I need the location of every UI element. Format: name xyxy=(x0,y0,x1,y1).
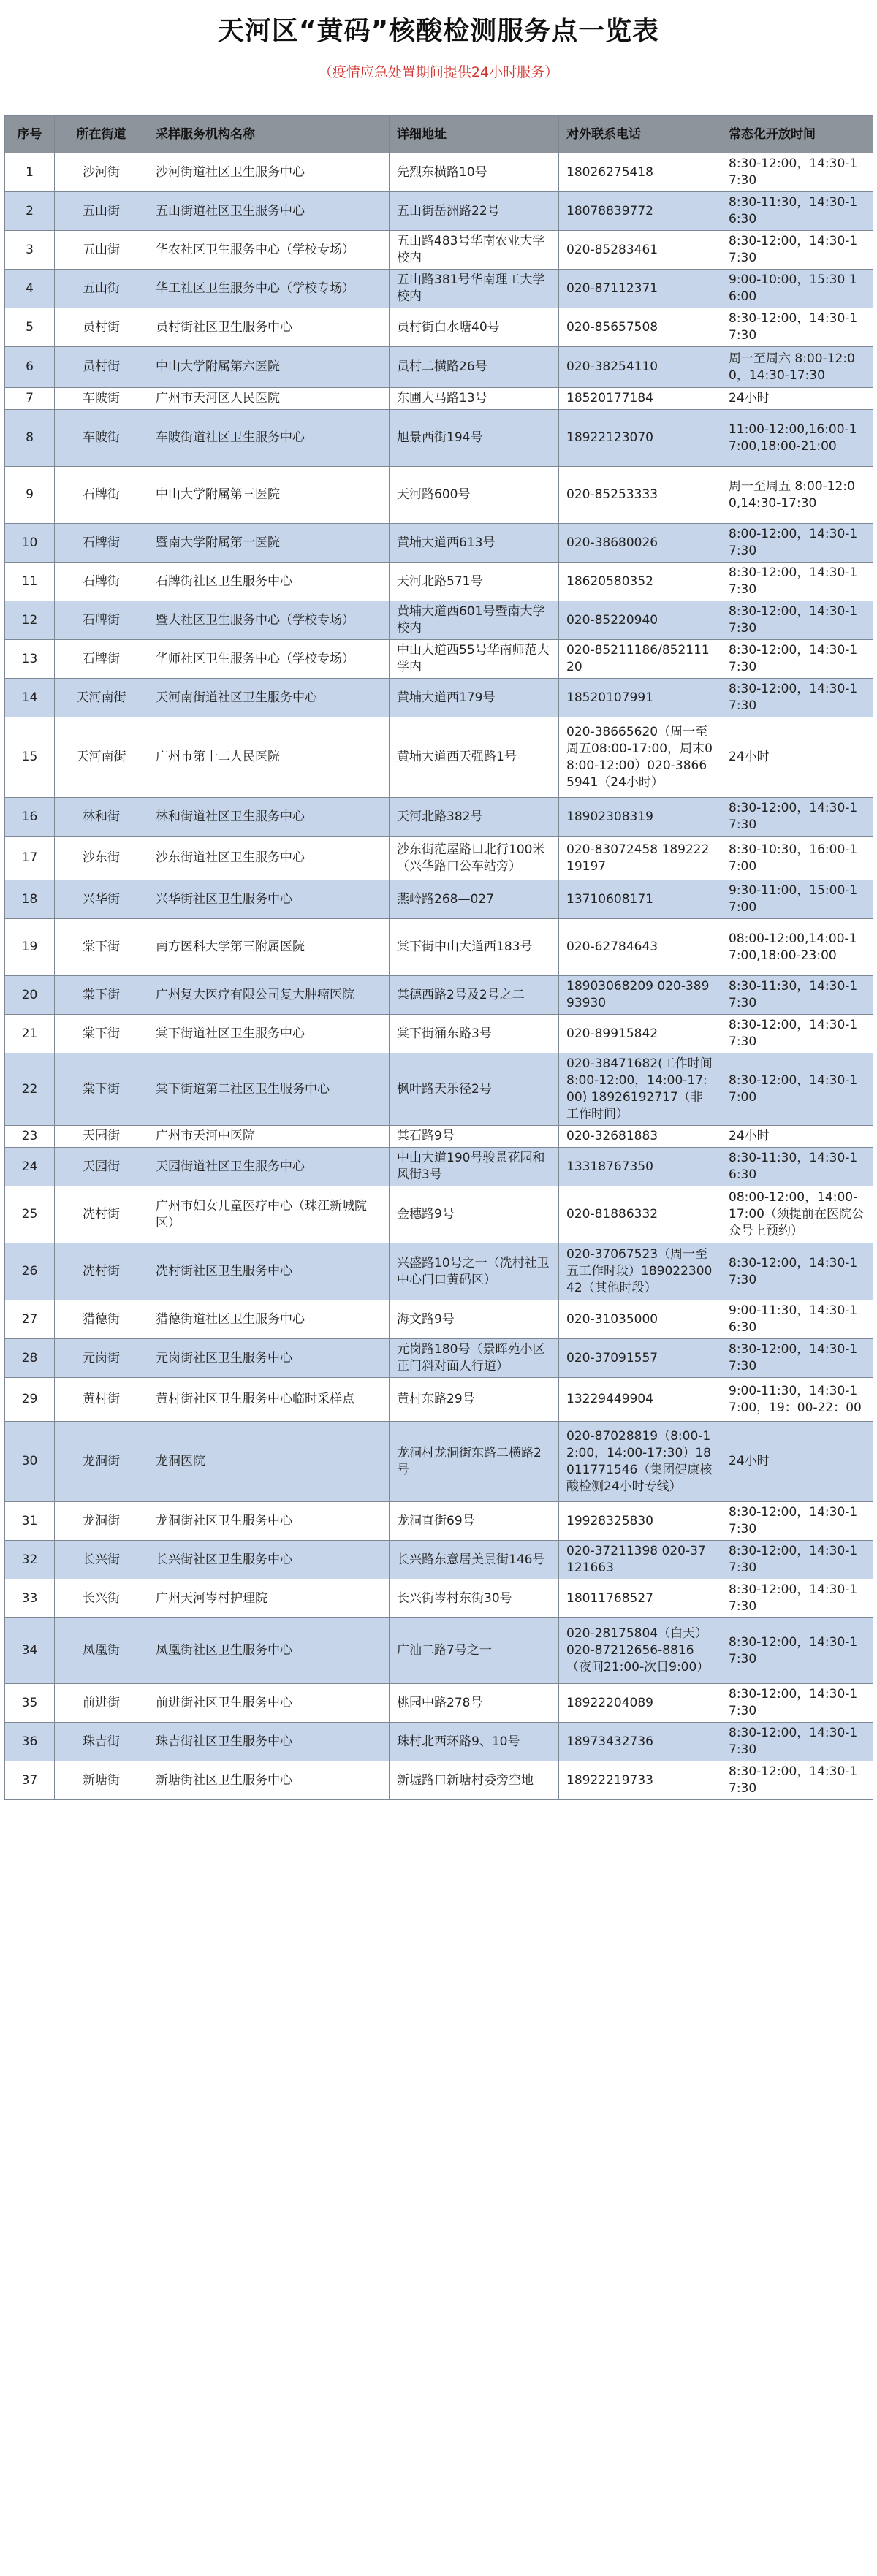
cell-org: 石牌街社区卫生服务中心 xyxy=(148,563,390,601)
cell-street: 林和街 xyxy=(55,798,148,837)
cell-hours: 9:00-11:30，14:30-16:30 xyxy=(721,1300,873,1339)
table-row xyxy=(5,153,873,192)
cell-street: 冼村街 xyxy=(55,1186,148,1243)
cell-address: 珠村北西环路9、10号 xyxy=(390,1723,559,1761)
cell-address: 枫叶路天乐径2号 xyxy=(390,1053,559,1126)
cell-address: 沙东街范屋路口北行100米（兴华路口公车站旁） xyxy=(390,837,559,880)
cell-street: 石牌街 xyxy=(55,524,148,563)
cell-address: 龙洞直街69号 xyxy=(390,1502,559,1541)
table-row xyxy=(5,192,873,231)
cell-no: 6 xyxy=(5,347,55,388)
cell-org: 华农社区卫生服务中心（学校专场） xyxy=(148,231,390,270)
cell-street: 棠下街 xyxy=(55,919,148,976)
cell-no: 15 xyxy=(5,717,55,798)
cell-phone: 020-87112371 xyxy=(559,270,721,308)
cell-street: 凤凰街 xyxy=(55,1618,148,1684)
cell-org: 元岗街社区卫生服务中心 xyxy=(148,1339,390,1378)
cell-phone: 13710608171 xyxy=(559,880,721,919)
cell-address: 棠德西路2号及2号之二 xyxy=(390,976,559,1015)
cell-hours: 周一至周五 8:00-12:00,14:30-17:30 xyxy=(721,467,873,524)
cell-street: 棠下街 xyxy=(55,1015,148,1053)
cell-street: 沙河街 xyxy=(55,153,148,192)
cell-phone: 020-38680026 xyxy=(559,524,721,563)
table-body xyxy=(5,153,873,1800)
table-row xyxy=(5,1243,873,1300)
table-row xyxy=(5,1378,873,1422)
table-row xyxy=(5,837,873,880)
cell-no: 8 xyxy=(5,410,55,467)
table-row xyxy=(5,1300,873,1339)
table-row xyxy=(5,601,873,640)
header-hours: 常态化开放时间 xyxy=(721,116,873,153)
cell-hours: 8:30-12:00，14:30-17:30 xyxy=(721,1618,873,1684)
cell-no: 1 xyxy=(5,153,55,192)
table-row xyxy=(5,1339,873,1378)
table-row xyxy=(5,919,873,976)
table-row xyxy=(5,679,873,717)
cell-address: 五山路483号华南农业大学校内 xyxy=(390,231,559,270)
cell-hours: 8:30-12:00，14:30-17:30 xyxy=(721,1339,873,1378)
cell-no: 22 xyxy=(5,1053,55,1126)
cell-no: 19 xyxy=(5,919,55,976)
cell-hours: 8:30-12:00，14:30-17:30 xyxy=(721,1502,873,1541)
table-row xyxy=(5,640,873,679)
cell-no: 31 xyxy=(5,1502,55,1541)
cell-org: 天河南街道社区卫生服务中心 xyxy=(148,679,390,717)
cell-phone: 18520177184 xyxy=(559,388,721,410)
table-row xyxy=(5,976,873,1015)
cell-hours: 8:30-12:00，14:30-17:30 xyxy=(721,1723,873,1761)
cell-address: 黄村东路29号 xyxy=(390,1378,559,1422)
table-row xyxy=(5,308,873,347)
header-no: 序号 xyxy=(5,116,55,153)
cell-phone: 020-37067523（周一至五工作时段）18902230042（其他时段） xyxy=(559,1243,721,1300)
cell-no: 16 xyxy=(5,798,55,837)
table-row xyxy=(5,798,873,837)
page-title: 天河区“黄码”核酸检测服务点一览表 xyxy=(217,16,660,46)
cell-phone: 020-28175804（白天）020-87212656-8816（夜间21:00-次日9:00） xyxy=(559,1618,721,1684)
cell-hours: 9:30-11:00，15:00-17:00 xyxy=(721,880,873,919)
cell-hours: 24小时 xyxy=(721,1126,873,1148)
cell-org: 中山大学附属第六医院 xyxy=(148,347,390,388)
cell-org: 广州天河岑村护理院 xyxy=(148,1579,390,1618)
cell-street: 天河南街 xyxy=(55,679,148,717)
cell-address: 中山大道190号骏景花园和风街3号 xyxy=(390,1148,559,1186)
header-address: 详细地址 xyxy=(390,116,559,153)
cell-address: 先烈东横路10号 xyxy=(390,153,559,192)
cell-address: 员村街白水塘40号 xyxy=(390,308,559,347)
cell-street: 石牌街 xyxy=(55,467,148,524)
cell-no: 23 xyxy=(5,1126,55,1148)
header-phone: 对外联系电话 xyxy=(559,116,721,153)
cell-phone: 18922219733 xyxy=(559,1761,721,1800)
cell-hours: 24小时 xyxy=(721,717,873,798)
cell-hours: 8:30-12:00，14:30-17:00 xyxy=(721,1053,873,1126)
table-row xyxy=(5,717,873,798)
cell-no: 29 xyxy=(5,1378,55,1422)
cell-address: 天河北路382号 xyxy=(390,798,559,837)
cell-address: 燕岭路268—027 xyxy=(390,880,559,919)
cell-org: 车陂街道社区卫生服务中心 xyxy=(148,410,390,467)
cell-address: 棠石路9号 xyxy=(390,1126,559,1148)
cell-org: 南方医科大学第三附属医院 xyxy=(148,919,390,976)
table-row xyxy=(5,1053,873,1126)
cell-address: 金穗路9号 xyxy=(390,1186,559,1243)
cell-hours: 8:30-12:00，14:30-17:30 xyxy=(721,1015,873,1053)
cell-org: 五山街道社区卫生服务中心 xyxy=(148,192,390,231)
cell-street: 员村街 xyxy=(55,347,148,388)
cell-no: 25 xyxy=(5,1186,55,1243)
cell-hours: 8:30-12:00，14:30-17:30 xyxy=(721,640,873,679)
table-row xyxy=(5,1502,873,1541)
cell-address: 兴盛路10号之一（冼村社卫中心门口黄码区） xyxy=(390,1243,559,1300)
table-row xyxy=(5,1579,873,1618)
cell-hours: 8:30-12:00，14:30-17:30 xyxy=(721,308,873,347)
table-row xyxy=(5,1148,873,1186)
cell-no: 28 xyxy=(5,1339,55,1378)
cell-hours: 24小时 xyxy=(721,1422,873,1502)
cell-address: 长兴路东意居美景街146号 xyxy=(390,1541,559,1579)
cell-street: 天园街 xyxy=(55,1148,148,1186)
cell-hours: 8:30-11:30，14:30-16:30 xyxy=(721,1148,873,1186)
cell-org: 沙东街道社区卫生服务中心 xyxy=(148,837,390,880)
cell-no: 27 xyxy=(5,1300,55,1339)
cell-org: 黄村街社区卫生服务中心临时采样点 xyxy=(148,1378,390,1422)
cell-org: 员村街社区卫生服务中心 xyxy=(148,308,390,347)
cell-no: 17 xyxy=(5,837,55,880)
table-row xyxy=(5,388,873,410)
cell-no: 32 xyxy=(5,1541,55,1579)
cell-org: 长兴街社区卫生服务中心 xyxy=(148,1541,390,1579)
cell-hours: 8:30-12:00，14:30-17:30 xyxy=(721,1541,873,1579)
cell-phone: 020-38471682(工作时间8:00-12:00，14:00-17:00) 18926192717（非工作时间） xyxy=(559,1053,721,1126)
cell-phone: 18922123070 xyxy=(559,410,721,467)
cell-street: 石牌街 xyxy=(55,563,148,601)
cell-phone: 020-85253333 xyxy=(559,467,721,524)
cell-street: 车陂街 xyxy=(55,388,148,410)
cell-phone: 18902308319 xyxy=(559,798,721,837)
table-row xyxy=(5,1541,873,1579)
cell-no: 35 xyxy=(5,1684,55,1723)
cell-address: 桃园中路278号 xyxy=(390,1684,559,1723)
cell-street: 元岗街 xyxy=(55,1339,148,1378)
table-row xyxy=(5,524,873,563)
table-row xyxy=(5,1422,873,1502)
cell-phone: 020-85283461 xyxy=(559,231,721,270)
cell-org: 冼村街社区卫生服务中心 xyxy=(148,1243,390,1300)
cell-phone: 18011768527 xyxy=(559,1579,721,1618)
cell-phone: 020-81886332 xyxy=(559,1186,721,1243)
cell-org: 前进街社区卫生服务中心 xyxy=(148,1684,390,1723)
cell-phone: 020-32681883 xyxy=(559,1126,721,1148)
cell-phone: 020-37211398 020-37121663 xyxy=(559,1541,721,1579)
cell-street: 车陂街 xyxy=(55,410,148,467)
cell-no: 30 xyxy=(5,1422,55,1502)
table-row xyxy=(5,347,873,388)
table-row xyxy=(5,270,873,308)
cell-no: 7 xyxy=(5,388,55,410)
table-row xyxy=(5,1126,873,1148)
cell-street: 兴华街 xyxy=(55,880,148,919)
cell-hours: 8:30-12:00，14:30-17:30 xyxy=(721,679,873,717)
cell-address: 五山路381号华南理工大学校内 xyxy=(390,270,559,308)
cell-hours: 8:30-12:00，14:30-17:30 xyxy=(721,1243,873,1300)
cell-phone: 18903068209 020-38993930 xyxy=(559,976,721,1015)
cell-no: 10 xyxy=(5,524,55,563)
cell-street: 长兴街 xyxy=(55,1579,148,1618)
cell-address: 长兴街岑村东街30号 xyxy=(390,1579,559,1618)
cell-phone: 020-83072458 18922219197 xyxy=(559,837,721,880)
cell-phone: 18973432736 xyxy=(559,1723,721,1761)
cell-address: 黄埔大道西179号 xyxy=(390,679,559,717)
cell-street: 龙洞街 xyxy=(55,1502,148,1541)
table-row xyxy=(5,1015,873,1053)
cell-hours: 8:30-12:00，14:30-17:30 xyxy=(721,798,873,837)
service-points-table xyxy=(4,115,873,1800)
cell-address: 龙洞村龙洞街东路二横路2号 xyxy=(390,1422,559,1502)
cell-hours: 8:30-12:00，14:30-17:30 xyxy=(721,1579,873,1618)
cell-hours: 8:30-12:00，14:30-17:30 xyxy=(721,1684,873,1723)
cell-no: 36 xyxy=(5,1723,55,1761)
cell-org: 珠吉街社区卫生服务中心 xyxy=(148,1723,390,1761)
cell-phone: 19928325830 xyxy=(559,1502,721,1541)
cell-street: 棠下街 xyxy=(55,976,148,1015)
cell-address: 旭景西街194号 xyxy=(390,410,559,467)
cell-org: 广州市第十二人民医院 xyxy=(148,717,390,798)
cell-phone: 020-37091557 xyxy=(559,1339,721,1378)
cell-org: 兴华街社区卫生服务中心 xyxy=(148,880,390,919)
cell-no: 2 xyxy=(5,192,55,231)
cell-phone: 18922204089 xyxy=(559,1684,721,1723)
cell-address: 新墟路口新塘村委旁空地 xyxy=(390,1761,559,1800)
cell-hours: 8:30-12:00，14:30-17:30 xyxy=(721,231,873,270)
cell-no: 3 xyxy=(5,231,55,270)
table-row xyxy=(5,1186,873,1243)
header-org: 采样服务机构名称 xyxy=(148,116,390,153)
cell-no: 34 xyxy=(5,1618,55,1684)
cell-no: 37 xyxy=(5,1761,55,1800)
cell-hours: 9:00-10:00，15:30 16:00 xyxy=(721,270,873,308)
cell-street: 员村街 xyxy=(55,308,148,347)
cell-address: 五山街岳洲路22号 xyxy=(390,192,559,231)
cell-hours: 8:00-12:00，14:30-17:30 xyxy=(721,524,873,563)
cell-address: 员村二横路26号 xyxy=(390,347,559,388)
cell-no: 14 xyxy=(5,679,55,717)
cell-address: 黄埔大道西天强路1号 xyxy=(390,717,559,798)
cell-street: 长兴街 xyxy=(55,1541,148,1579)
cell-phone: 18026275418 xyxy=(559,153,721,192)
cell-street: 前进街 xyxy=(55,1684,148,1723)
table-row xyxy=(5,410,873,467)
cell-phone: 020-87028819（8:00-12:00，14:00-17:30）18011771546（集团健康核酸检测24小时专线） xyxy=(559,1422,721,1502)
cell-org: 广州市天河区人民医院 xyxy=(148,388,390,410)
cell-street: 五山街 xyxy=(55,231,148,270)
cell-no: 24 xyxy=(5,1148,55,1186)
cell-phone: 020-85211186/85211120 xyxy=(559,640,721,679)
cell-org: 广州市天河中医院 xyxy=(148,1126,390,1148)
cell-street: 猎德街 xyxy=(55,1300,148,1339)
cell-hours: 周一至周六 8:00-12:00，14:30-17:30 xyxy=(721,347,873,388)
cell-hours: 8:30-10:30，16:00-17:00 xyxy=(721,837,873,880)
cell-phone: 020-38254110 xyxy=(559,347,721,388)
cell-phone: 18078839772 xyxy=(559,192,721,231)
cell-address: 中山大道西55号华南师范大学内 xyxy=(390,640,559,679)
cell-street: 沙东街 xyxy=(55,837,148,880)
cell-phone: 18520107991 xyxy=(559,679,721,717)
cell-hours: 08:00-12:00，14:00-17:00（须提前在医院公众号上预约） xyxy=(721,1186,873,1243)
cell-phone: 020-89915842 xyxy=(559,1015,721,1053)
cell-org: 龙洞街社区卫生服务中心 xyxy=(148,1502,390,1541)
cell-no: 13 xyxy=(5,640,55,679)
cell-street: 冼村街 xyxy=(55,1243,148,1300)
page-subtitle: （疫情应急处置期间提供24小时服务） xyxy=(318,64,559,80)
cell-no: 33 xyxy=(5,1579,55,1618)
cell-street: 黄村街 xyxy=(55,1378,148,1422)
cell-address: 天河北路571号 xyxy=(390,563,559,601)
cell-hours: 8:30-11:30，14:30-16:30 xyxy=(721,192,873,231)
cell-hours: 8:30-11:30，14:30-17:30 xyxy=(721,976,873,1015)
cell-street: 天河南街 xyxy=(55,717,148,798)
cell-street: 石牌街 xyxy=(55,640,148,679)
cell-phone: 18620580352 xyxy=(559,563,721,601)
cell-phone: 020-85220940 xyxy=(559,601,721,640)
cell-street: 珠吉街 xyxy=(55,1723,148,1761)
cell-org: 广州复大医疗有限公司复大肿瘤医院 xyxy=(148,976,390,1015)
cell-address: 黄埔大道西613号 xyxy=(390,524,559,563)
cell-address: 天河路600号 xyxy=(390,467,559,524)
cell-no: 12 xyxy=(5,601,55,640)
cell-org: 凤凰街社区卫生服务中心 xyxy=(148,1618,390,1684)
cell-phone: 020-38665620（周一至周五08:00-17:00，周末08:00-12:00）020-38665941（24小时） xyxy=(559,717,721,798)
cell-street: 五山街 xyxy=(55,192,148,231)
cell-org: 天园街道社区卫生服务中心 xyxy=(148,1148,390,1186)
cell-no: 21 xyxy=(5,1015,55,1053)
cell-hours: 8:30-12:00，14:30-17:30 xyxy=(721,153,873,192)
cell-address: 广汕二路7号之一 xyxy=(390,1618,559,1684)
cell-org: 棠下街道社区卫生服务中心 xyxy=(148,1015,390,1053)
cell-org: 华工社区卫生服务中心（学校专场） xyxy=(148,270,390,308)
cell-hours: 11:00-12:00,16:00-17:00,18:00-21:00 xyxy=(721,410,873,467)
cell-org: 广州市妇女儿童医疗中心（珠江新城院区） xyxy=(148,1186,390,1243)
table-row xyxy=(5,467,873,524)
table-row xyxy=(5,880,873,919)
cell-org: 棠下街道第二社区卫生服务中心 xyxy=(148,1053,390,1126)
cell-no: 4 xyxy=(5,270,55,308)
cell-phone: 13229449904 xyxy=(559,1378,721,1422)
cell-no: 11 xyxy=(5,563,55,601)
cell-street: 石牌街 xyxy=(55,601,148,640)
cell-org: 华师社区卫生服务中心（学校专场） xyxy=(148,640,390,679)
table-row xyxy=(5,563,873,601)
cell-no: 20 xyxy=(5,976,55,1015)
cell-hours: 24小时 xyxy=(721,388,873,410)
table-header-row xyxy=(5,116,873,153)
cell-address: 元岗路180号（景晖苑小区正门斜对面人行道） xyxy=(390,1339,559,1378)
cell-org: 猎德街道社区卫生服务中心 xyxy=(148,1300,390,1339)
cell-no: 18 xyxy=(5,880,55,919)
table-row xyxy=(5,231,873,270)
cell-org: 暨南大学附属第一医院 xyxy=(148,524,390,563)
cell-address: 黄埔大道西601号暨南大学校内 xyxy=(390,601,559,640)
cell-no: 9 xyxy=(5,467,55,524)
cell-phone: 020-85657508 xyxy=(559,308,721,347)
cell-no: 5 xyxy=(5,308,55,347)
cell-hours: 8:30-12:00，14:30-17:30 xyxy=(721,563,873,601)
cell-org: 龙洞医院 xyxy=(148,1422,390,1502)
cell-address: 海文路9号 xyxy=(390,1300,559,1339)
cell-street: 天园街 xyxy=(55,1126,148,1148)
cell-org: 中山大学附属第三医院 xyxy=(148,467,390,524)
cell-hours: 9:00-11:30，14:30-17:00，19：00-22：00 xyxy=(721,1378,873,1422)
cell-address: 东圃大马路13号 xyxy=(390,388,559,410)
table-row xyxy=(5,1761,873,1800)
cell-org: 林和街道社区卫生服务中心 xyxy=(148,798,390,837)
table-row xyxy=(5,1684,873,1723)
cell-street: 龙洞街 xyxy=(55,1422,148,1502)
cell-phone: 13318767350 xyxy=(559,1148,721,1186)
cell-street: 五山街 xyxy=(55,270,148,308)
cell-phone: 020-31035000 xyxy=(559,1300,721,1339)
cell-address: 棠下街中山大道西183号 xyxy=(390,919,559,976)
cell-hours: 8:30-12:00，14:30-17:30 xyxy=(721,601,873,640)
cell-street: 新塘街 xyxy=(55,1761,148,1800)
cell-phone: 020-62784643 xyxy=(559,919,721,976)
cell-org: 暨大社区卫生服务中心（学校专场） xyxy=(148,601,390,640)
cell-address: 棠下街涌东路3号 xyxy=(390,1015,559,1053)
header-street: 所在街道 xyxy=(55,116,148,153)
cell-org: 新塘街社区卫生服务中心 xyxy=(148,1761,390,1800)
cell-hours: 08:00-12:00,14:00-17:00,18:00-23:00 xyxy=(721,919,873,976)
table-row xyxy=(5,1723,873,1761)
table-row xyxy=(5,1618,873,1684)
cell-hours: 8:30-12:00，14:30-17:30 xyxy=(721,1761,873,1800)
cell-org: 沙河街道社区卫生服务中心 xyxy=(148,153,390,192)
cell-no: 26 xyxy=(5,1243,55,1300)
cell-street: 棠下街 xyxy=(55,1053,148,1126)
